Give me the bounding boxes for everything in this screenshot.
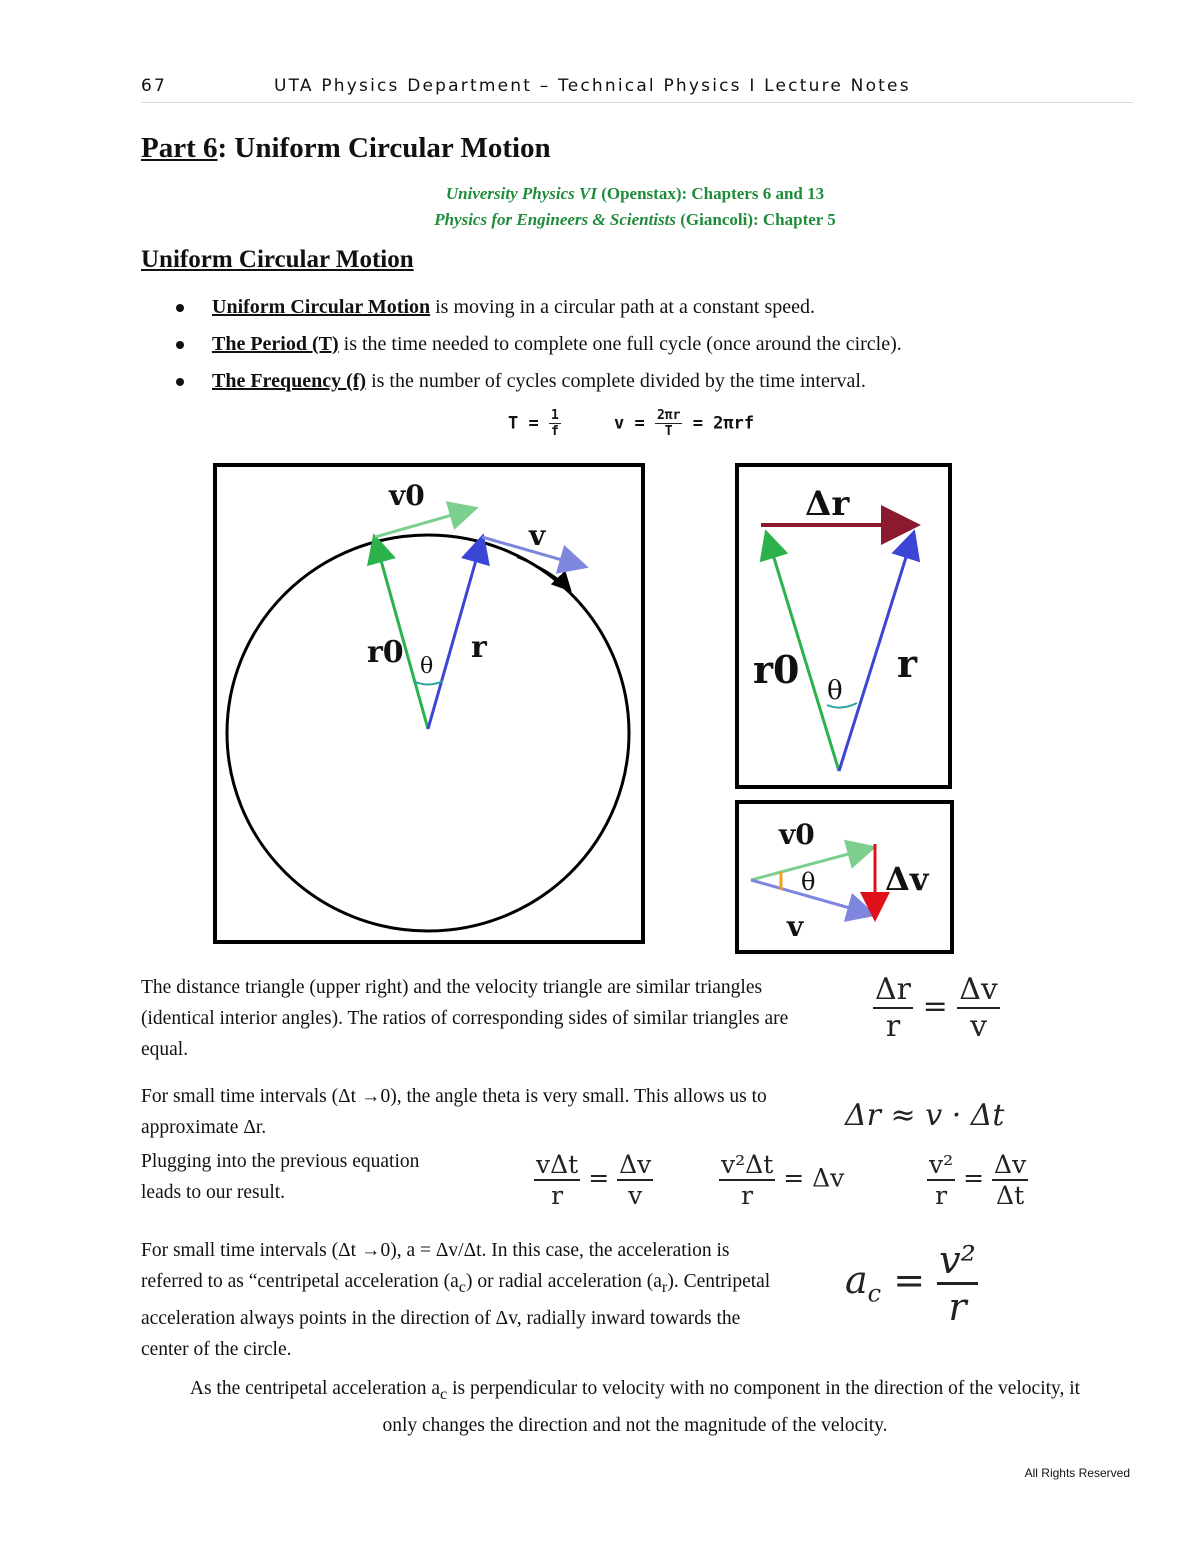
page-number: 67	[141, 76, 168, 96]
denominator: r	[948, 1285, 967, 1329]
label-theta: θ	[827, 676, 843, 706]
formula-text: v =	[614, 413, 645, 434]
subscript: c	[458, 1277, 466, 1296]
equation-1	[534, 1150, 653, 1210]
numerator: 2πr	[656, 408, 681, 423]
label-r0: r0	[753, 647, 800, 692]
equation-lhs: a	[845, 1258, 868, 1302]
denominator: r	[551, 1181, 564, 1210]
denominator: Δt	[996, 1181, 1025, 1210]
formula-text: = 2πrf	[692, 413, 755, 434]
equation-3	[927, 1150, 1028, 1210]
fraction	[549, 408, 561, 439]
part-label: Part 6	[141, 132, 218, 164]
equals-sign: =	[963, 1163, 985, 1193]
label-r: r	[471, 630, 487, 665]
equals-sign: =	[893, 1258, 926, 1302]
r0-vector	[375, 539, 428, 729]
label-v0: v0	[779, 818, 815, 851]
v0-vector	[375, 509, 473, 537]
approx-equation: Δr ≈ v · Δt	[845, 1098, 1005, 1133]
small-interval-text: For small time intervals (Δt →0), the angle theta is very small. This allows us to approximate Δr.	[141, 1086, 767, 1138]
label-theta: θ	[420, 654, 434, 679]
label-v: v	[787, 910, 804, 943]
term: The Period (T)	[212, 333, 339, 355]
text: ). Centripetal acceleration always points in the direction of Δv, radially inward towards the center of the circle.	[141, 1271, 771, 1360]
numerator: v²	[929, 1150, 954, 1179]
term: The Frequency (f)	[212, 370, 367, 392]
label-v: v	[529, 519, 546, 552]
equation-rhs: = Δv	[783, 1163, 845, 1193]
reference-line-2	[200, 210, 1070, 230]
text: is perpendicular to velocity with no component in the direction of the velocity, it only changes the direction and not the magnitude of the velocity.	[382, 1378, 1081, 1436]
label-theta: θ	[801, 868, 816, 896]
denominator: v	[628, 1181, 643, 1210]
label-delta-r: Δr	[805, 484, 850, 524]
denominator: r	[885, 1009, 901, 1044]
denominator: f	[550, 424, 559, 439]
fraction	[873, 972, 913, 1044]
section-title: Uniform Circular Motion	[141, 246, 414, 273]
numerator: vΔt	[536, 1150, 579, 1179]
label-v0: v0	[389, 479, 425, 512]
velocity-triangle	[735, 800, 954, 954]
label-r0: r0	[367, 635, 404, 670]
theta-arc	[413, 681, 443, 685]
period-formula	[508, 408, 561, 439]
text: ) or radial acceleration (a	[465, 1271, 662, 1292]
numerator: 1	[550, 408, 559, 423]
fraction	[534, 1150, 580, 1210]
fraction	[655, 408, 682, 439]
numerator: Δv	[619, 1150, 652, 1179]
subscript: c	[867, 1279, 882, 1308]
term: Uniform Circular Motion	[212, 296, 431, 318]
fraction	[617, 1150, 653, 1210]
definition: is moving in a circular path at a constant speed.	[430, 296, 816, 318]
part-title-text: : Uniform Circular Motion	[217, 132, 551, 164]
fraction	[937, 1238, 978, 1329]
equals-sign: =	[922, 989, 948, 1024]
centripetal-equation	[845, 1238, 978, 1329]
text: For small time intervals (Δt →0), a = Δv/Δt. In this case, the acceleration is referred to as “centripetal acceleration (a	[141, 1240, 730, 1292]
definition: is the number of cycles complete divided by the time interval.	[366, 370, 866, 392]
circle-diagram-svg	[217, 467, 641, 940]
equation-2	[719, 1150, 844, 1210]
fraction	[719, 1150, 775, 1210]
numerator: v²Δt	[721, 1150, 774, 1179]
bullet-icon	[176, 341, 184, 349]
definition-list	[172, 292, 1072, 403]
label-r: r	[897, 641, 918, 686]
denominator: T	[664, 424, 673, 439]
list-item	[172, 292, 1072, 329]
header-title: UTA Physics Department – Technical Physics I Lecture Notes	[274, 76, 911, 96]
footer-rights: All Rights Reserved	[1024, 1466, 1130, 1480]
fraction	[992, 1150, 1028, 1210]
reference-source: (Giancoli): Chapter 5	[676, 210, 836, 229]
speed-formula	[614, 408, 754, 439]
velocity-triangle-svg	[739, 804, 950, 950]
numerator: v²	[939, 1238, 976, 1282]
text: As the centripetal acceleration a	[189, 1378, 441, 1399]
list-item	[172, 366, 1072, 403]
denominator: r	[741, 1181, 754, 1210]
fraction	[957, 972, 1000, 1044]
bullet-icon	[176, 304, 184, 312]
denominator: v	[970, 1009, 988, 1044]
reference-book: University Physics VI	[445, 184, 597, 203]
reference-line-1	[200, 184, 1070, 204]
running-header	[141, 74, 1133, 103]
distance-triangle	[735, 463, 952, 789]
part-title	[141, 132, 551, 165]
plugging-text: Plugging into the previous equation leads to our result.	[141, 1151, 420, 1203]
subscript: c	[440, 1384, 448, 1403]
denominator: r	[935, 1181, 948, 1210]
conclusion-text	[180, 1373, 1090, 1441]
subscript: r	[661, 1277, 668, 1296]
circular-path	[227, 535, 629, 931]
reference-source: (Openstax): Chapters 6 and 13	[596, 184, 825, 203]
numerator: Δv	[994, 1150, 1027, 1179]
reference-book: Physics for Engineers & Scientists	[434, 210, 677, 229]
formula-text: T =	[508, 413, 539, 434]
label-delta-v: Δv	[885, 860, 929, 898]
similar-triangles-text: The distance triangle (upper right) and the velocity triangle are similar triangles (identical interior angles). The ratios of corresponding sides of similar triangles are equal.	[141, 977, 789, 1060]
numerator: Δv	[959, 972, 998, 1007]
equals-sign: =	[588, 1163, 610, 1193]
distance-triangle-svg	[739, 467, 948, 785]
circle-diagram	[213, 463, 645, 944]
bullet-icon	[176, 378, 184, 386]
fraction	[927, 1150, 955, 1210]
centripetal-text	[141, 1235, 791, 1365]
ratio-equation	[873, 972, 1000, 1044]
list-item	[172, 329, 1072, 366]
numerator: Δr	[875, 972, 912, 1007]
definition: is the time needed to complete one full cycle (once around the circle).	[338, 333, 902, 355]
